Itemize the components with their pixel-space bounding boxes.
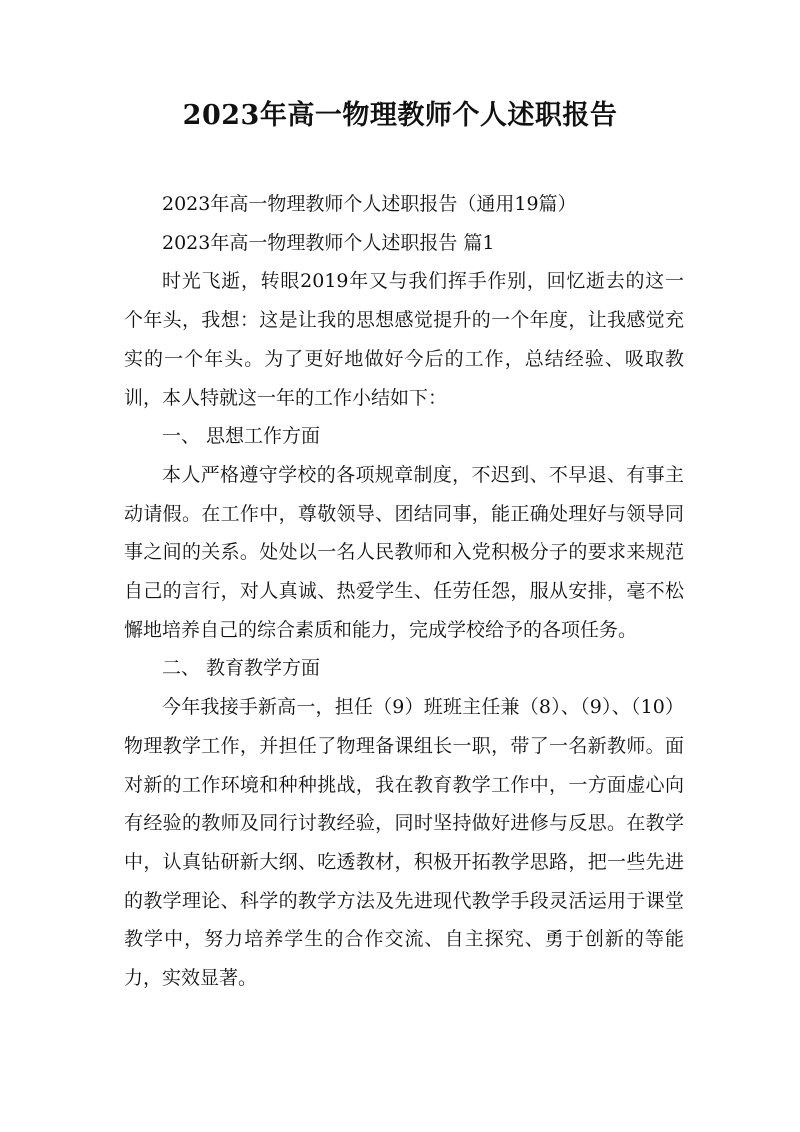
document-body	[124, 185, 684, 998]
document-title: 2023年高一物理教师个人述职报告	[182, 100, 618, 131]
intro-paragraph: 时光飞逝，转眼2019年又与我们挥手作别，回忆逝去的这一个年头，我想：这是让我的思想感觉提升的一个年度，让我感觉充实的一个年头。为了更好地做好今后的工作，总结经验、吸取教训，本人特就这一年的工作小结如下：	[124, 270, 684, 409]
section-heading-thought: 一、 思想工作方面	[162, 425, 321, 448]
document-subtitle: 2023年高一物理教师个人述职报告（通用19篇）	[162, 193, 577, 215]
section-paragraph-thought: 本人严格遵守学校的各项规章制度，不迟到、不早退、有事主动请假。在工作中，尊敬领导、团结同事，能正确处理好与领导同事之间的关系。处处以一名人民教师和入党积极分子的要求来规范自己的言行，对人真诚、热爱学生、任劳任怨，服从安排，毫不松懈地培养自己的综合素质和能力，完成学校给予的各项任务。	[124, 463, 684, 641]
section-paragraph-teaching: 今年我接手新高一，担任（9）班班主任兼（8）、（9）、（10）物理教学工作，并担任了物理备课组长一职，带了一名新教师。面对新的工作环境和种种挑战，我在教育教学工作中，一方面虚心向有经验的教师及同行讨教经验，同时坚持做好进修与反思。在教学中，认真钻研新大纲、吃透教材，积极开拓教学思路，把一些先进的教学理论、科学的教学方法及先进现代教学手段灵活运用于课堂教学中，努力培养学生的合作交流、自主探究、勇于创新的等能力，实效显著。	[124, 696, 684, 990]
section-heading-teaching: 二、 教育教学方面	[162, 657, 321, 680]
article-heading: 2023年高一物理教师个人述职报告 篇1	[162, 231, 495, 254]
